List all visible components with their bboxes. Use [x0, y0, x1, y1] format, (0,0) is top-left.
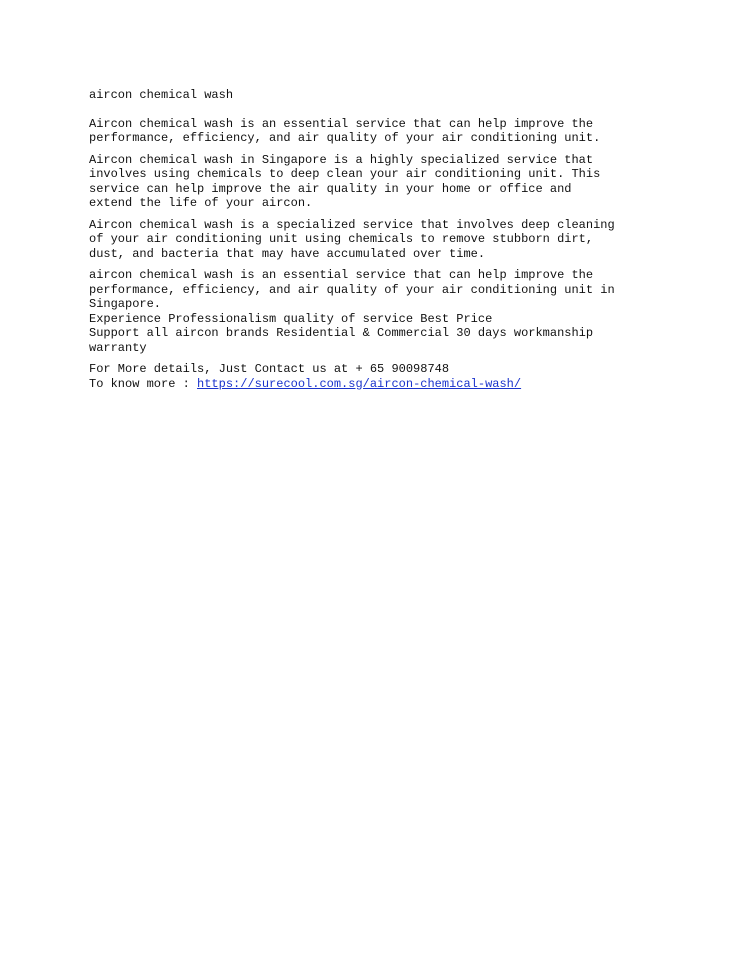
paragraph-line: of your air conditioning unit using chemicals to remove stubborn dirt, — [89, 232, 594, 246]
paragraph-line: Aircon chemical wash in Singapore is a highly specialized service that — [89, 152, 594, 167]
paragraph-1 — [89, 117, 669, 146]
paragraph-4 — [89, 268, 669, 355]
paragraph-line: performance, efficiency, and air quality of your air conditioning unit. — [89, 131, 601, 145]
contact-section — [89, 362, 669, 391]
paragraph-line: Experience Professionalism quality of service Best Price — [89, 311, 493, 326]
paragraph-line: Aircon chemical wash is an essential service that can help improve the — [89, 116, 594, 131]
paragraph-line: Singapore. — [89, 297, 162, 311]
paragraph-line: warranty — [89, 340, 147, 355]
paragraph-line: Support all aircon brands Residential & Commercial 30 days workmanship — [89, 326, 594, 340]
paragraph-line: service can help improve the air quality in your home or office and — [89, 181, 572, 196]
document-title: aircon chemical wash — [89, 88, 234, 102]
paragraph-line: involves using chemicals to deep clean your air conditioning unit. This — [89, 167, 601, 181]
paragraph-line: aircon chemical wash is an essential service that can help improve the — [89, 268, 594, 282]
contact-details: For More details, Just Contact us at + 65 90098748 — [89, 362, 450, 376]
know-more-line — [89, 377, 669, 392]
paragraph-line: dust, and bacteria that may have accumulated over time. — [89, 246, 486, 261]
paragraph-line: Aircon chemical wash is a specialized service that involves deep cleaning — [89, 217, 615, 232]
paragraph-2 — [89, 153, 669, 211]
paragraph-line: performance, efficiency, and air quality of your air conditioning unit in — [89, 282, 615, 297]
website-link[interactable]: https://surecool.com.sg/aircon-chemical-wash/ — [197, 376, 522, 391]
paragraph-line: extend the life of your aircon. — [89, 196, 313, 210]
document-body — [89, 88, 669, 398]
paragraph-3 — [89, 218, 669, 262]
know-more-prefix: To know more : — [89, 376, 198, 391]
